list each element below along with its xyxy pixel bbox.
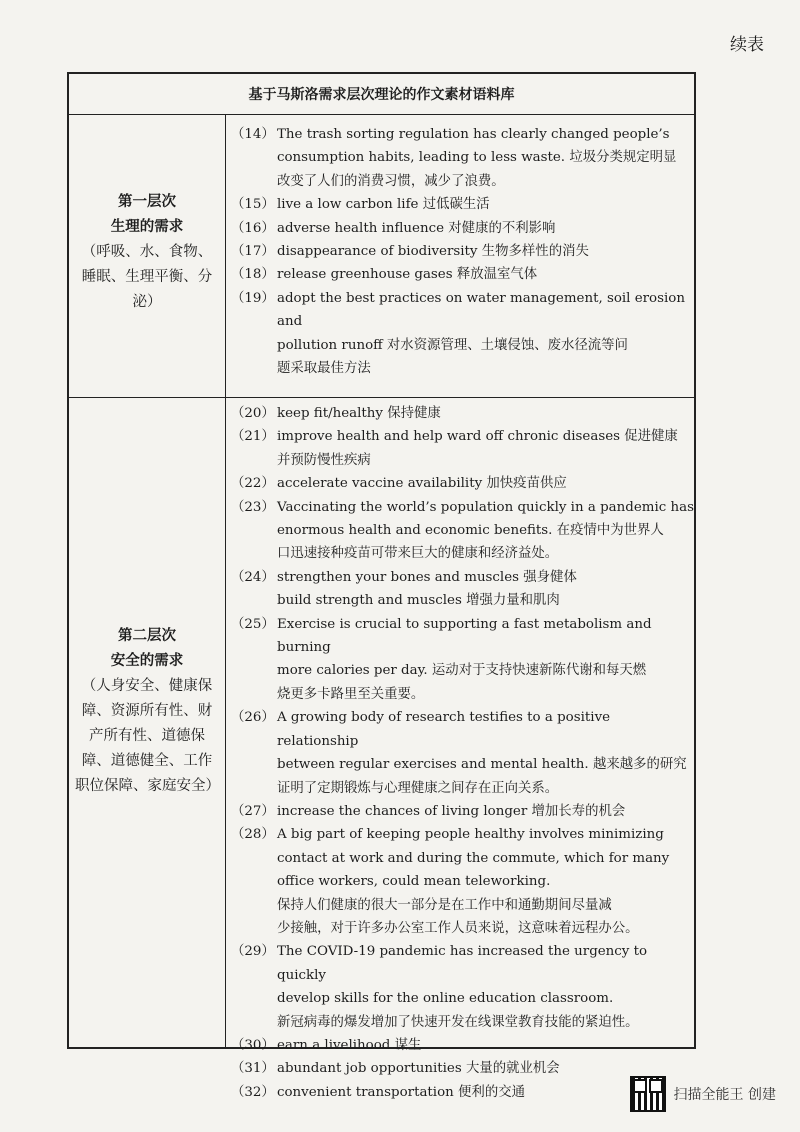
item-line: 题采取最佳方法	[277, 361, 371, 377]
item-line: A big part of keeping people healthy involves minimizing	[277, 827, 664, 843]
level-2-desc: （人身安全、健康保障、资源所有性、财产所有性、道德保障、道德健全、工作职位保障、家庭安全）	[75, 678, 220, 794]
corpus-item	[231, 240, 695, 263]
level-1-cell	[69, 190, 225, 315]
corpus-item	[231, 402, 695, 425]
item-line: more calories per day. 运动对于支持快速新陈代谢和每天燃	[277, 663, 647, 679]
item-number: （17）	[231, 244, 275, 260]
item-number: （20）	[231, 406, 275, 421]
level-2-cell	[69, 624, 225, 799]
item-line: disappearance of biodiversity 生物多样性的消失	[277, 244, 589, 260]
item-line: 证明了定期锻炼与心理健康之间存在正向关系。	[277, 780, 559, 796]
corpus-item	[231, 217, 695, 240]
item-line: pollution runoff 对水资源管理、土壤侵蚀、废水径流等问	[277, 337, 628, 353]
table-title: 基于马斯洛需求层次理论的作文素材语料库	[69, 74, 694, 115]
corpus-item	[231, 496, 695, 566]
level-2-subtitle: 安全的需求	[110, 653, 184, 669]
corpus-item	[231, 287, 695, 381]
corpus-item	[231, 1057, 695, 1080]
item-number: （22）	[231, 476, 275, 492]
item-line: office workers, could mean teleworking.	[277, 874, 551, 890]
item-number: （18）	[231, 267, 275, 283]
corpus-item	[231, 123, 695, 193]
item-number: （30）	[231, 1037, 275, 1053]
item-line: keep fit/healthy 保持健康	[277, 406, 441, 421]
level-1-desc: （呼吸、水、食物、睡眠、生理平衡、分泌）	[81, 244, 213, 310]
item-line: A growing body of research testifies to a positive relationship	[277, 710, 611, 749]
item-line: The COVID-19 pandemic has increased the urgency to quickly	[277, 944, 648, 983]
item-number: （29）	[231, 944, 275, 960]
level-1-items	[231, 123, 695, 380]
item-line: adverse health influence 对健康的不利影响	[277, 220, 556, 236]
item-line: abundant job opportunities 大量的就业机会	[277, 1061, 560, 1077]
level-1-title: 第一层次	[118, 194, 176, 210]
item-number: （19）	[231, 290, 275, 306]
item-line: build strength and muscles 增强力量和肌肉	[277, 593, 560, 609]
corpus-item	[231, 706, 695, 800]
column-divider	[225, 114, 226, 1047]
item-line: consumption habits, leading to less waste. 垃圾分类规定明显	[277, 150, 677, 166]
item-line: develop skills for the online education classroom.	[277, 991, 614, 1007]
item-line: enormous health and economic benefits. 在疫情中为世界人	[277, 523, 664, 539]
corpus-item	[231, 613, 695, 707]
item-line: strengthen your bones and muscles 强身健体	[277, 569, 577, 585]
item-line: 烧更多卡路里至关重要。	[277, 686, 425, 702]
corpus-table	[67, 72, 696, 1100]
item-line: improve health and help ward off chronic diseases 促进健康	[277, 429, 678, 445]
item-line: increase the chances of living longer 增加长寿的机会	[277, 803, 626, 819]
qr-code-icon	[630, 1076, 666, 1112]
item-line: release greenhouse gases 释放温室气体	[277, 267, 538, 283]
item-number: （26）	[231, 710, 275, 726]
item-number: （28）	[231, 827, 275, 843]
item-line: 保持人们健康的很大一部分是在工作中和通勤期间尽量减	[277, 897, 612, 913]
item-line: live a low carbon life 过低碳生活	[277, 197, 490, 213]
item-number: （16）	[231, 220, 275, 236]
corpus-item	[231, 425, 695, 472]
corpus-item	[231, 800, 695, 823]
item-number: （21）	[231, 429, 275, 445]
level-2-items	[231, 402, 695, 1104]
item-line: 改变了人们的消费习惯，减少了浪费。	[277, 173, 505, 189]
scanner-footer	[630, 1076, 776, 1112]
item-line: convenient transportation 便利的交通	[277, 1084, 525, 1100]
continued-label: 续表	[730, 35, 764, 55]
corpus-item	[231, 1081, 695, 1104]
corpus-item	[231, 823, 695, 940]
level-1-subtitle: 生理的需求	[110, 219, 184, 235]
item-line: contact at work and during the commute, which for many	[277, 850, 670, 866]
item-line: accelerate vaccine availability 加快疫苗供应	[277, 476, 567, 492]
item-number: （25）	[231, 616, 275, 632]
item-number: （24）	[231, 569, 275, 585]
item-line: 口迅速接种疫苗可带来巨大的健康和经济益处。	[277, 546, 559, 562]
item-number: （31）	[231, 1061, 275, 1077]
corpus-item	[231, 566, 695, 613]
item-line: Exercise is crucial to supporting a fast metabolism and burning	[277, 616, 652, 656]
item-line: The trash sorting regulation has clearly changed people’s	[277, 127, 670, 142]
item-number: （32）	[231, 1084, 275, 1100]
corpus-item	[231, 193, 695, 216]
item-line: 新冠病毒的爆发增加了快速开发在线课堂教育技能的紧迫性。	[277, 1014, 639, 1030]
corpus-item	[231, 940, 695, 1034]
item-number: （23）	[231, 499, 275, 515]
item-line: between regular exercises and mental health. 越来越多的研究	[277, 757, 687, 773]
corpus-item	[231, 472, 695, 495]
item-number: （27）	[231, 803, 275, 819]
row-divider	[69, 397, 694, 398]
item-line: 并预防慢性疾病	[277, 452, 371, 468]
item-line: Vaccinating the world’s population quickly in a pandemic has	[277, 499, 694, 515]
level-2-title: 第二层次	[118, 628, 176, 644]
item-line: 少接触，对于许多办公室工作人员来说，这意味着远程办公。	[277, 920, 639, 936]
scanner-label: 扫描全能王 创建	[673, 1087, 776, 1103]
item-number: （14）	[231, 127, 275, 142]
item-line: earn a livelihood 谋生	[277, 1037, 422, 1053]
corpus-item	[231, 263, 695, 286]
item-number: （15）	[231, 197, 275, 213]
item-line: adopt the best practices on water management, soil erosion and	[277, 290, 685, 330]
corpus-item	[231, 1034, 695, 1057]
